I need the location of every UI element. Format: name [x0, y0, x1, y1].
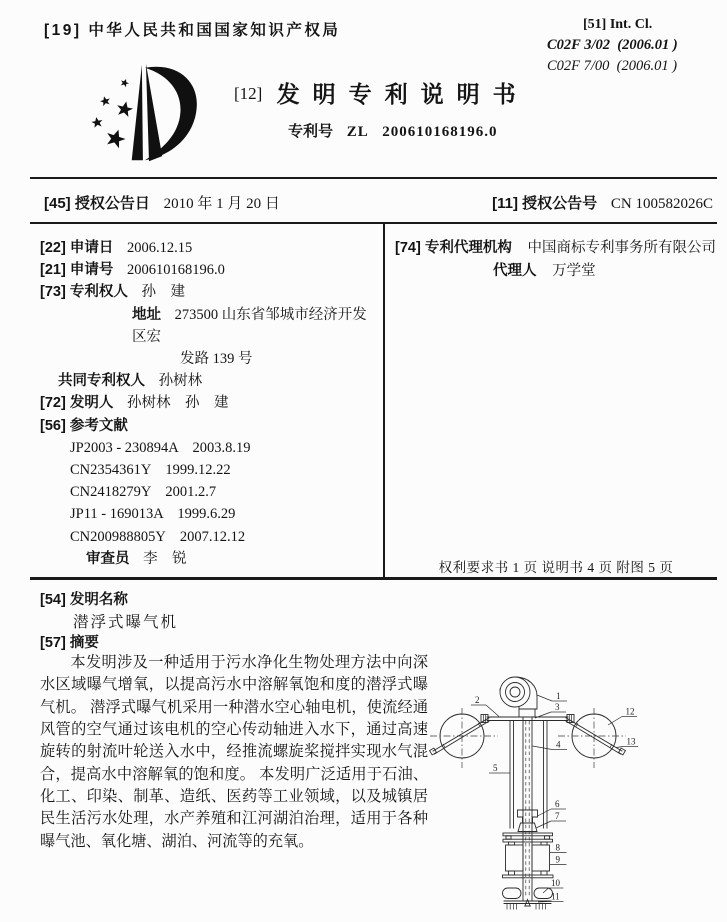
pages-note: 权利要求书 1 页 说明书 4 页 附图 5 页: [438, 560, 674, 575]
patentee-label: [73] 专利权人: [40, 284, 128, 301]
int-cl-block: [547, 14, 715, 77]
figure-label: 2: [475, 695, 480, 705]
int-cl-entry-2: C02F 7/00 (2006.01 ): [547, 58, 678, 74]
examiner-value: 李 锐: [143, 550, 187, 567]
examiner-row: [86, 548, 378, 570]
figure-label: 4: [556, 739, 561, 750]
agency-row: [395, 237, 717, 260]
patent-number-label: 专利号: [288, 123, 334, 140]
figure-crossbar: [481, 715, 574, 723]
figure-label: 11: [551, 891, 560, 902]
publication-number-label: [11] 授权公告号: [492, 195, 598, 212]
references-header-row: [40, 415, 378, 437]
filing-date-label: [22] 申请日: [40, 240, 114, 256]
inventors-label: [72] 发明人: [40, 395, 114, 412]
references-label: [56] 参考文献: [40, 417, 128, 434]
reference-item: JP2003 - 230894A 2003.8.19: [70, 439, 251, 456]
application-number-label: [21] 申请号: [40, 262, 114, 279]
co-patentee-label: 共同专利权人: [58, 373, 145, 390]
address-label: 地址: [132, 306, 161, 323]
figure-label: 6: [555, 799, 560, 809]
filing-date-value: 2006.12.15: [126, 240, 193, 256]
examiner-label: 审查员: [86, 550, 130, 567]
reference-item: CN2418279Y 2001.2.7: [70, 484, 217, 501]
application-number-row: [40, 259, 378, 281]
figure-label: 9: [555, 854, 560, 865]
grant-date-row: [44, 192, 280, 213]
invention-name-label: [54] 发明名称: [40, 592, 128, 608]
agent-value: 万学堂: [552, 263, 596, 279]
figure-label: 1: [556, 691, 561, 701]
figure-label: 3: [555, 702, 560, 712]
publication-number-row: [492, 192, 713, 213]
figure-label: 5: [493, 763, 498, 773]
address-line1: 273500 山东省邹城市经济开发区宏: [132, 306, 367, 345]
figure-outer-column: [510, 721, 547, 829]
address-row-2: [170, 348, 378, 370]
inventors-row: [40, 392, 378, 414]
agent-label: 代理人: [493, 263, 537, 279]
int-cl-label: [51] Int. Cl.: [583, 17, 653, 32]
co-patentee-row: [58, 370, 378, 392]
grant-date-label: [45] 授权公告日: [44, 195, 150, 212]
patent-number-value: ZL 200610168196.0: [346, 124, 498, 140]
abstract-label: [57] 摘要: [40, 635, 99, 651]
reference-item: JP11 - 169013A 1999.6.29: [70, 506, 236, 523]
figure-hollow-shaft: [523, 717, 532, 901]
agent-row: [493, 260, 717, 283]
grant-date-value: 2010 年 1 月 20 日: [163, 196, 280, 212]
figure-label: 8: [555, 842, 560, 853]
invention-name: 潜浮式曝气机: [73, 614, 179, 631]
patent-number-line: [288, 120, 497, 141]
figure-callouts: [471, 691, 638, 902]
office-name: [19] 中华人民共和国国家知识产权局: [44, 22, 341, 39]
inventors-value: 孙树林 孙 建: [126, 395, 229, 412]
bibliographic-right-column: [395, 237, 717, 283]
patent-figure: [425, 645, 725, 922]
document-title: [234, 76, 529, 109]
figure-label: 12: [625, 706, 635, 717]
bibliographic-left-column: [40, 237, 378, 570]
publication-number-value: CN 100582026C: [610, 196, 713, 212]
agency-label: [74] 专利代理机构: [395, 240, 512, 256]
address-row: [132, 304, 378, 348]
int-cl-entry-1: C02F 3/02 (2006.01 ): [547, 37, 678, 53]
reference-item: CN200988805Y 2007.12.12: [70, 528, 246, 545]
patentee-row: [40, 281, 378, 303]
divider-grant-row: [30, 222, 717, 224]
divider-bib-bottom: [30, 577, 717, 580]
cnipa-logo-icon: [84, 60, 216, 168]
co-patentee-value: 孙树林: [158, 373, 203, 390]
figure-label: 7: [555, 811, 560, 821]
document-code: [12]: [234, 84, 263, 103]
figure-motor: [503, 833, 554, 878]
document-title-text: 发明专利说明书: [276, 82, 529, 107]
divider-columns: [383, 223, 385, 577]
filing-date-row: [40, 237, 378, 259]
figure-blower: [500, 677, 537, 717]
figure-coupling: [518, 810, 538, 832]
patentee-value: 孙 建: [141, 284, 185, 301]
application-number-value: 200610168196.0: [126, 262, 225, 279]
reference-item: CN2354361Y 1999.12.22: [70, 462, 231, 479]
figure-label: 13: [626, 736, 636, 747]
figure-label: 10: [551, 878, 560, 888]
logo-monument: [91, 64, 197, 161]
abstract-text: 本发明涉及一种适用于污水净化生物处理方法中向深水区域曝气增氧，以提高污水中溶解氧饱和度的潜浮式曝气机。 潜浮式曝气机采用一种潜水空心轴电机，使流经通风管的空气通过该电机的空心传动轴进入水下，通过高速旋转的射流叶轮送入水中，经推流螺旋桨搅拌实现水气混合，提高水中溶解氧的饱和度。 本发明广泛适用于石油、化工、印染、制革、造纸、医药等工业领域，以及城镇居民生活污水处理，水产养殖和江河湖泊治理，适用于各种曝气池、氧化塘、湖泊、河流等的充氧。: [40, 654, 428, 850]
divider-top: [30, 177, 717, 179]
address-line2: 发路 139 号: [180, 351, 253, 368]
agency-value: 中国商标专利事务所有限公司: [527, 240, 716, 256]
